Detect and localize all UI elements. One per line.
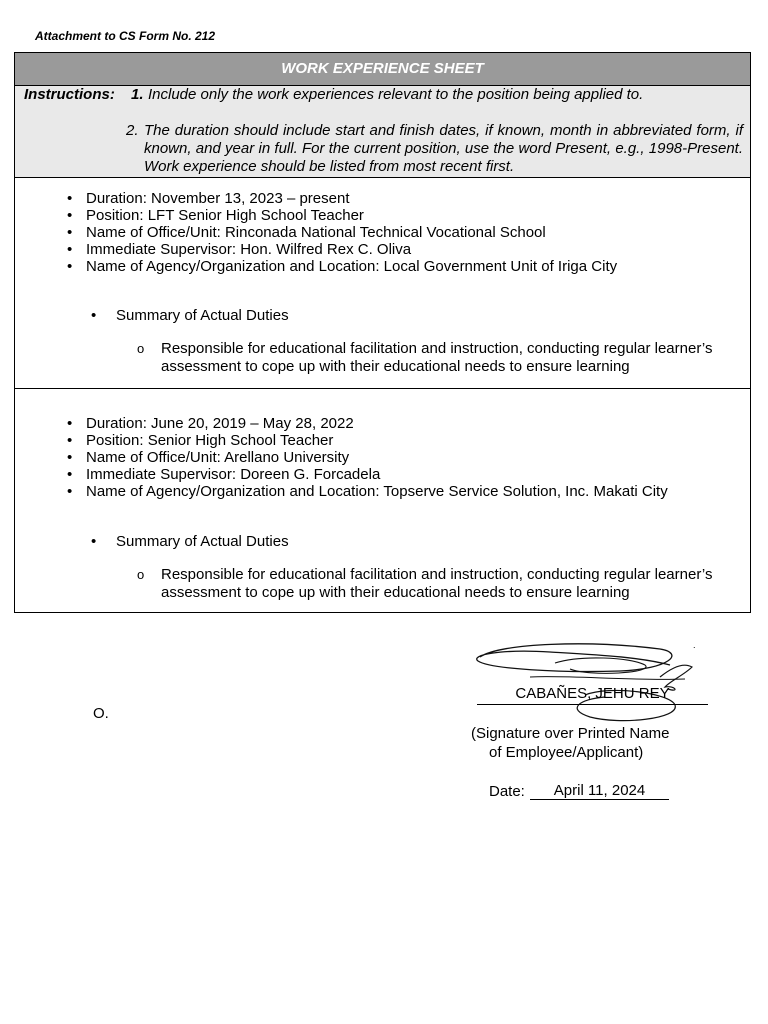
work-entry-2 [15,390,750,612]
instruction-1-number: 1. [131,86,144,103]
entry-details-list [67,190,617,275]
detail-duration: • Duration: November 13, 2023 – present [67,190,617,207]
detail-supervisor: • Immediate Supervisor: Doreen G. Forcadela [67,466,668,483]
attachment-label: Attachment to CS Form No. 212 [35,29,216,43]
work-entry-1 [15,178,750,389]
detail-office: • Name of Office/Unit: Arellano University [67,449,668,466]
duty-item [137,566,761,602]
duty-item [137,340,761,376]
duty-text: Responsible for educational facilitation and instruction, conducting regular learner’s assessment to cope up with their educational needs to ensure learning [161,566,713,601]
stray-dot: . [693,640,696,650]
signature-caption-line-2: of Employee/Applicant) [489,744,644,761]
sheet-title: WORK EXPERIENCE SHEET [15,53,750,86]
signature-caption-line-1: (Signature over Printed Name [471,725,670,742]
printed-name: CABAÑES, JEHU REY [477,685,708,705]
duty-bullet: o [137,567,145,582]
summary-of-duties-label: • Summary of Actual Duties [91,307,289,324]
detail-agency: • Name of Agency/Organization and Location: Local Government Unit of Iriga City [67,258,617,275]
duty-bullet: o [137,341,145,356]
entry-details-list [67,415,668,500]
detail-duration: • Duration: June 20, 2019 – May 28, 2022 [67,415,668,432]
detail-office: • Name of Office/Unit: Rinconada National Technical Vocational School [67,224,617,241]
instruction-2-number: 2. [126,122,139,139]
date-label: Date: [489,783,525,800]
summary-of-duties-label: • Summary of Actual Duties [91,533,289,550]
instruction-1-text: Include only the work experiences relevant to the position being applied to. [148,86,644,103]
detail-agency: • Name of Agency/Organization and Location: Topserve Service Solution, Inc. Makati City [67,483,668,500]
stray-text: O. [93,705,109,722]
instructions-label: Instructions: [24,86,115,103]
detail-position: • Position: LFT Senior High School Teacher [67,207,617,224]
work-experience-sheet [14,52,751,613]
duty-text: Responsible for educational facilitation and instruction, conducting regular learner’s assessment to cope up with their educational needs to ensure learning [161,340,713,375]
instruction-2-text: The duration should include start and finish dates, if known, month in abbreviated form, if known, and year in full. For the current position, use the word Present, e.g., 1998-Present. Work experience should be listed from most recent first. [144,122,743,175]
detail-position: • Position: Senior High School Teacher [67,432,668,449]
detail-supervisor: • Immediate Supervisor: Hon. Wilfred Rex C. Oliva [67,241,617,258]
date-value: April 11, 2024 [530,783,669,800]
instructions-box [15,86,750,178]
